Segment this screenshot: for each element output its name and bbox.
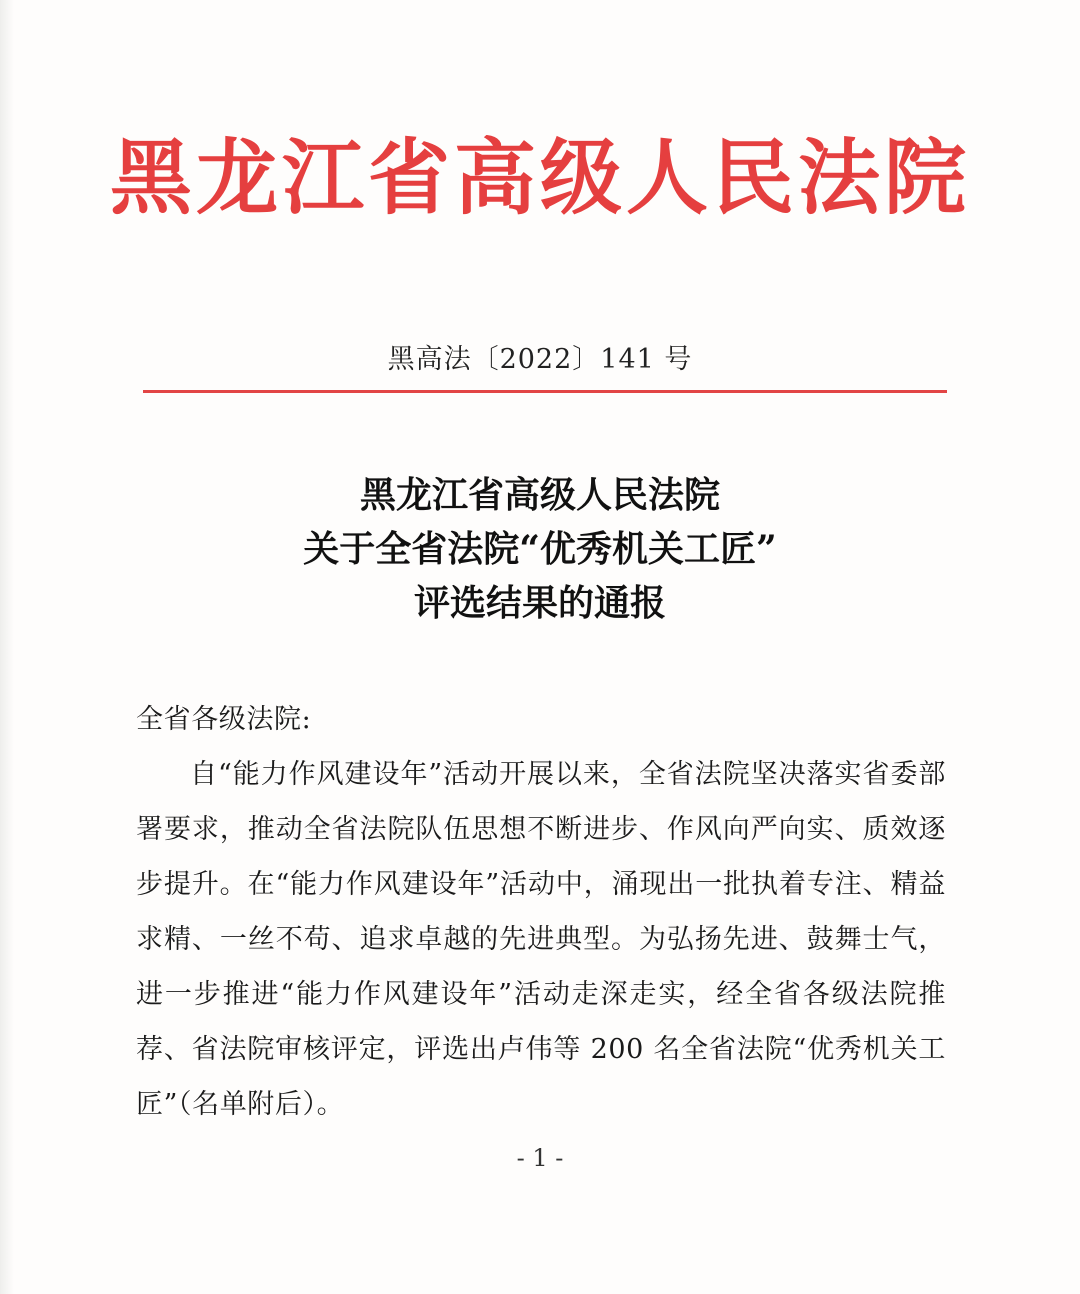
page-number: - 1 - xyxy=(516,1144,564,1172)
red-divider-line xyxy=(143,390,947,393)
title-line-2: 关于全省法院“优秀机关工匠” xyxy=(303,528,777,570)
title-line-3: 评选结果的通报 xyxy=(413,582,666,624)
body-paragraph-1: 自“能力作风建设年”活动开展以来，全省法院坚决落实省委部署要求，推动全省法院队伍思想不断进步、作风向严向实、质效逐步提升。在“能力作风建设年”活动中，涌现出一批执着专注、精益求精、一丝不苟、追求卓越的先进典型。为弘扬先进、鼓舞士气，进一步推进“能力作风建设年”活动走深走实，经全省各级法院推荐、省法院审核评定，评选出卢伟等 200 名全省法院“优秀机关工匠”（名单附后）。 xyxy=(136,759,946,1120)
title-line-1: 黑龙江省高级人民法院 xyxy=(359,474,720,516)
document-title xyxy=(0,468,1080,630)
issuer-masthead: 黑龙江省高级人民法院 xyxy=(109,130,970,226)
document-body xyxy=(136,692,946,1132)
salutation: 全省各级法院: xyxy=(136,704,312,735)
document-number: 黑高法〔2022〕141 号 xyxy=(387,344,693,375)
